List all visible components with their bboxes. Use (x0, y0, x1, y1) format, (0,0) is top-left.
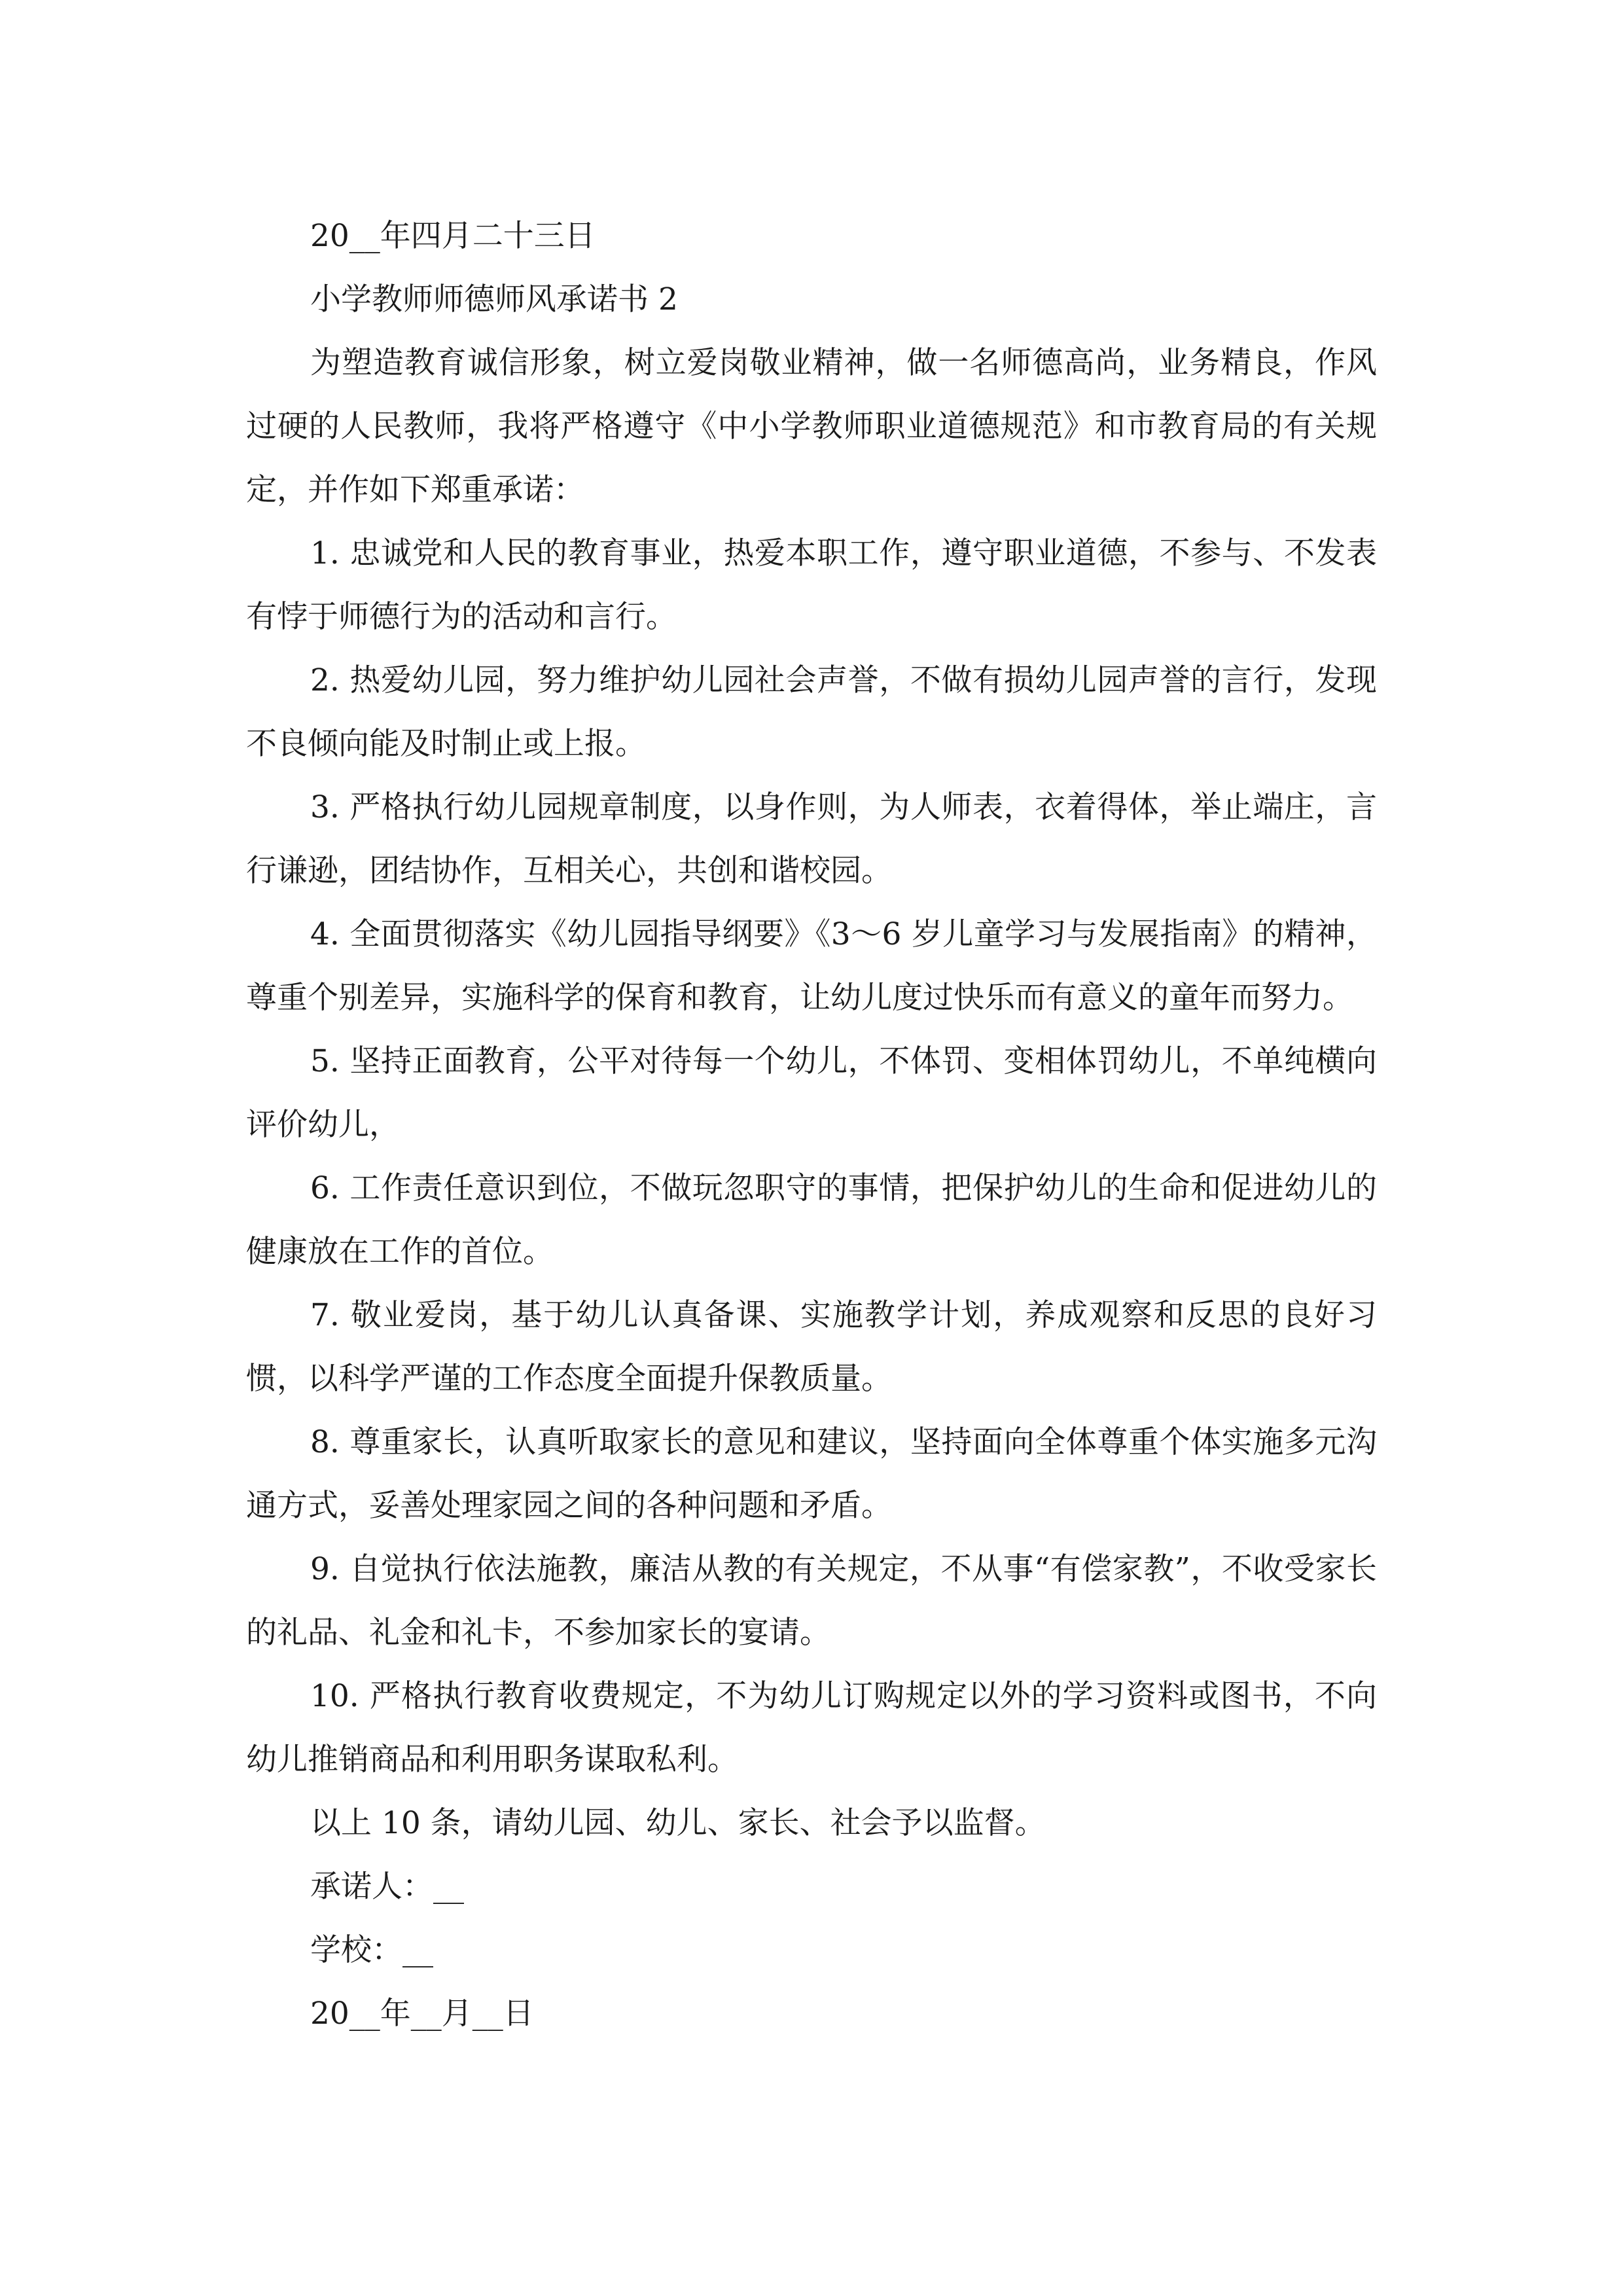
commitment-item-3: 3. 严格执行幼儿园规章制度，以身作则，为人师表，衣着得体，举止端庄，言行谦逊，团结协作，互相关心，共创和谐校园。 (246, 789, 1377, 889)
commitment-item-6: 6. 工作责任意识到位，不做玩忽职守的事情，把保护幼儿的生命和促进幼儿的健康放在工作的首位。 (246, 1170, 1377, 1270)
commitment-item-2: 2. 热爱幼儿园，努力维护幼儿园社会声誉，不做有损幼儿园声誉的言行，发现不良倾向能及时制止或上报。 (246, 662, 1377, 762)
commitment-item-7: 7. 敬业爱岗，基于幼儿认真备课、实施教学计划，养成观察和反思的良好习惯，以科学严谨的工作态度全面提升保教质量。 (246, 1297, 1377, 1397)
commitment-item-1: 1. 忠诚党和人民的教育事业，热爱本职工作，遵守职业道德，不参与、不发表有悖于师德行为的活动和言行。 (246, 535, 1377, 635)
commitment-item-8: 8. 尊重家长，认真听取家长的意见和建议，坚持面向全体尊重个体实施多元沟通方式，妥善处理家园之间的各种问题和矛盾。 (246, 1424, 1377, 1524)
document-body (246, 204, 1377, 2045)
document-title: 小学教师师德师风承诺书 2 (310, 281, 678, 317)
school-line: 学校：__ (310, 1932, 433, 1968)
promisor-line: 承诺人：__ (310, 1869, 464, 1905)
commitment-item-10: 10. 严格执行教育收费规定，不为幼儿订购规定以外的学习资料或图书，不向幼儿推销商品和利用职务谋取私利。 (246, 1678, 1377, 1778)
closing-line: 以上 10 条，请幼儿园、幼儿、家长、社会予以监督。 (310, 1805, 1046, 1841)
commitment-item-9: 9. 自觉执行依法施教，廉洁从教的有关规定，不从事“有偿家教”，不收受家长的礼品、礼金和礼卡，不参加家长的宴请。 (246, 1551, 1377, 1651)
sign-date-line: 20__年__月__日 (310, 1996, 534, 2032)
commitment-item-4: 4. 全面贯彻落实《幼儿园指导纲要》《3～6 岁儿童学习与发展指南》的精神，尊重个别差异，实施科学的保育和教育，让幼儿度过快乐而有意义的童年而努力。 (246, 916, 1377, 1016)
commitment-item-5: 5. 坚持正面教育，公平对待每一个幼儿，不体罚、变相体罚幼儿，不单纯横向评价幼儿， (246, 1043, 1377, 1143)
date-line: 20__年四月二十三日 (310, 218, 596, 254)
intro-paragraph: 为塑造教育诚信形象，树立爱岗敬业精神，做一名师德高尚，业务精良，作风过硬的人民教师，我将严格遵守《中小学教师职业道德规范》和市教育局的有关规定，并作如下郑重承诺： (246, 345, 1377, 508)
